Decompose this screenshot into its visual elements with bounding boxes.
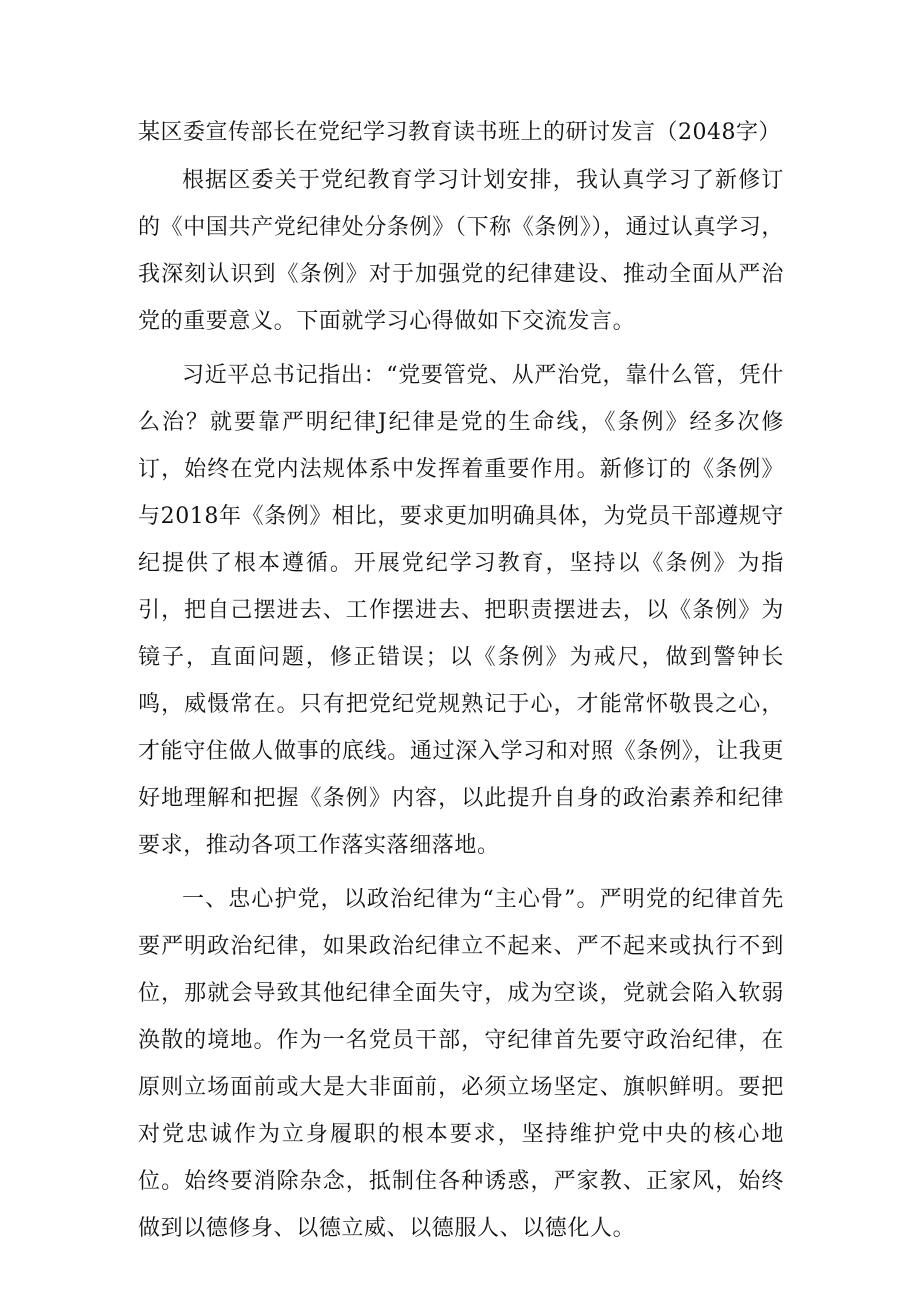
- document-page: [138, 116, 784, 1259]
- paragraph-quote: 习近平总书记指出：“党要管党、从严治党，靠什么管，凭什么治？就要靠严明纪律J纪律是党的生命线，《条例》经多次修订，始终在党内法规体系中发挥着重要作用。新修订的《条例》与2018年《条例》相比，要求更加明确具体，为党员干部遵规守纪提供了根本遵循。开展党纪学习教育，坚持以《条例》为指引，把自己摆进去、工作摆进去、把职责摆进去，以《条例》为镜子，直面问题，修正错误；以《条例》为戒尺，做到警钟长鸣，威慑常在。只有把党纪党规熟记于心，才能常怀敬畏之心，才能守住做人做事的底线。通过深入学习和对照《条例》，让我更好地理解和把握《条例》内容，以此提升自身的政治素养和纪律要求，推动各项工作落实落细落地。: [138, 363, 784, 858]
- paragraph-intro: 根据区委关于党纪教育学习计划安排，我认真学习了新修订的《中国共产党纪律处分条例》（下称《条例》），通过认真学习，我深刻认识到《条例》对于加强党的纪律建设、推动全面从严治党的重要意义。下面就学习心得做如下交流发言。: [138, 168, 784, 334]
- paragraph-section-one: 一、忠心护党，以政治纪律为“主心骨”。严明党的纪律首先要严明政治纪律，如果政治纪律立不起来、严不起来或执行不到位，那就会导致其他纪律全面失守，成为空谈，党就会陷入软弱涣散的境地。作为一名党员干部，守纪律首先要守政治纪律，在原则立场面前或大是大非面前，必须立场坚定、旗帜鲜明。要把对党忠诚作为立身履职的根本要求，坚持维护党中央的核心地位。始终要消除杂念，抵制住各种诱惑，严家教、正家风，始终做到以德修身、以德立威、以德服人、以德化人。: [138, 887, 784, 1241]
- document-title: 某区委宣传部长在党纪学习教育读书班上的研讨发言（2048字）: [138, 120, 781, 145]
